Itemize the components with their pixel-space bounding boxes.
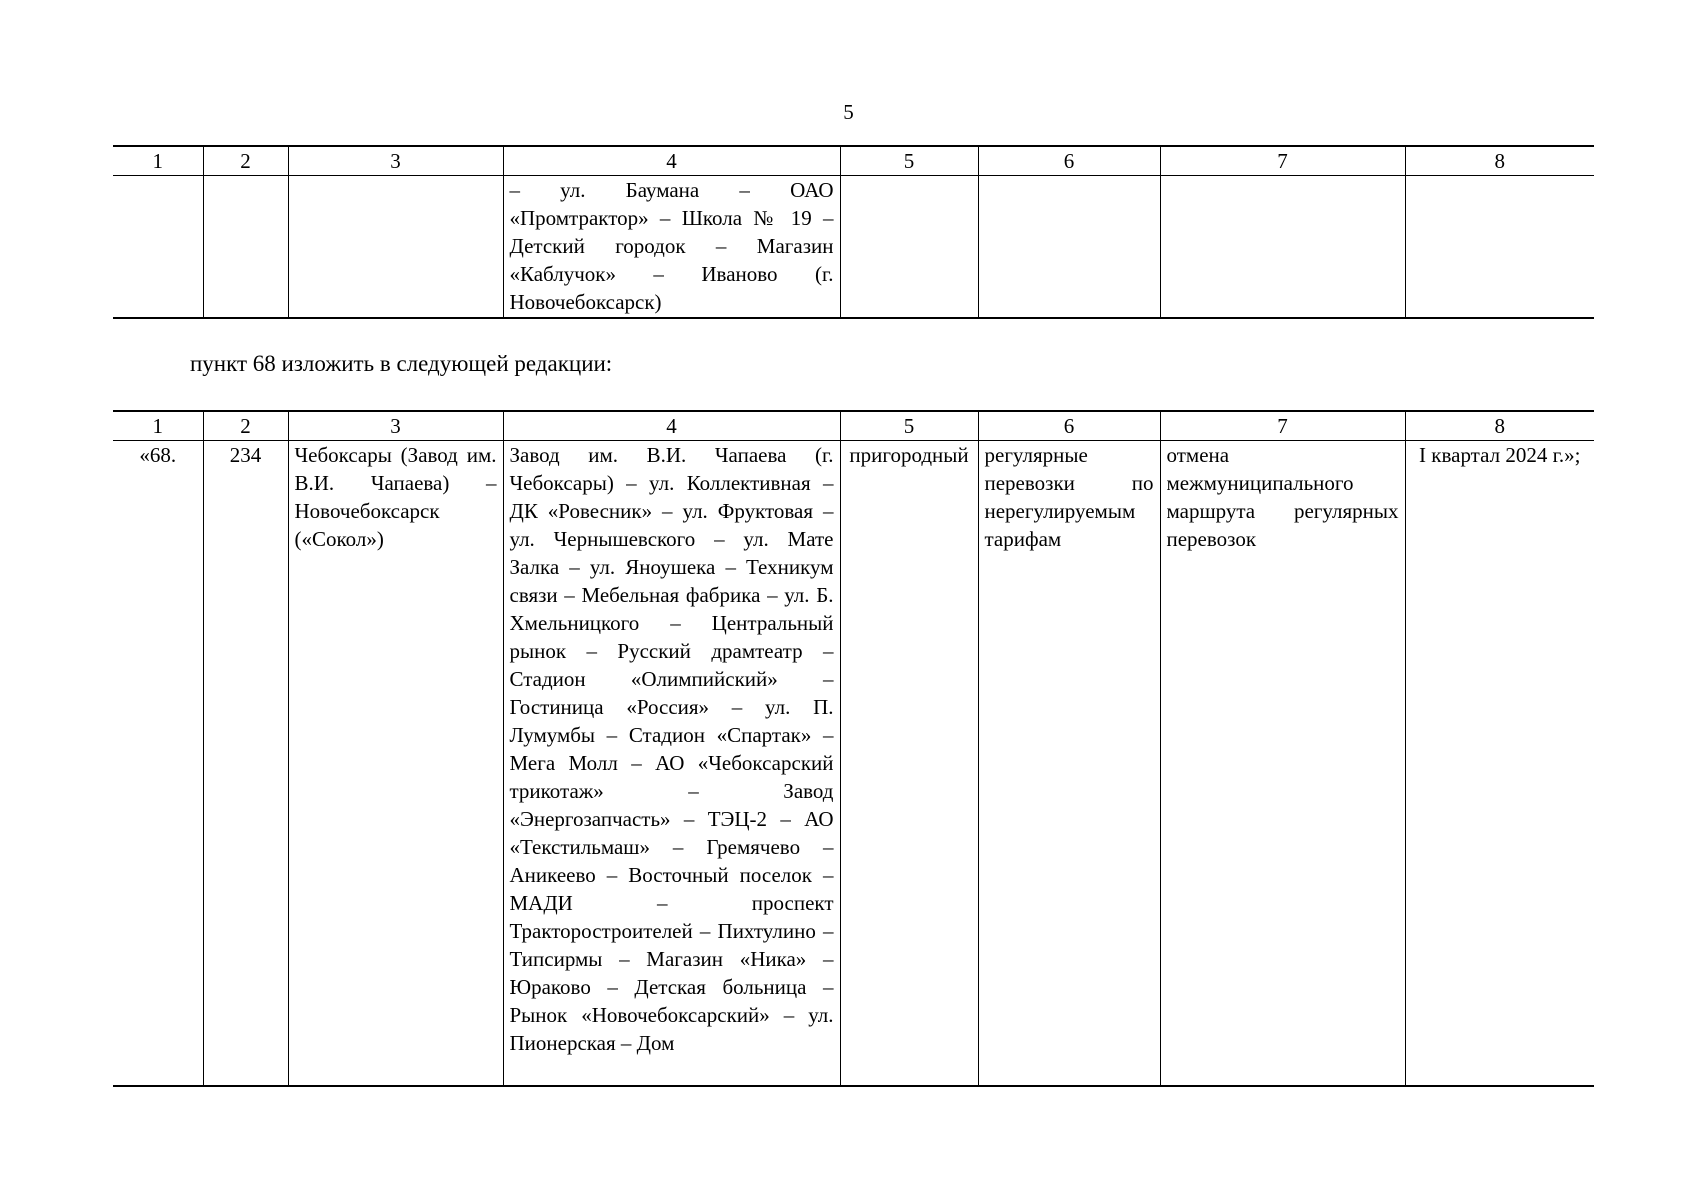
table-row [113, 176, 1594, 319]
column-number: 6 [978, 146, 1160, 176]
cell-route-number: 234 [203, 441, 288, 1087]
column-number: 1 [113, 146, 203, 176]
cell-route-name [288, 176, 503, 319]
cell-route-type [840, 176, 978, 319]
column-number-row [113, 146, 1594, 176]
route-table-continuation [113, 145, 1594, 319]
column-number: 1 [113, 411, 203, 441]
column-number: 6 [978, 411, 1160, 441]
column-number: 5 [840, 411, 978, 441]
column-number: 4 [503, 411, 840, 441]
cell-action [1160, 176, 1405, 319]
cell-deadline: I квартал 2024 г.»; [1405, 441, 1594, 1087]
amendment-intro-text: пункт 68 изложить в следующей редакции: [190, 351, 613, 376]
cell-transport-kind: регулярные перевозки по нерегулируемым тарифам [978, 441, 1160, 1087]
column-number: 7 [1160, 146, 1405, 176]
column-number: 3 [288, 146, 503, 176]
cell-route-name: Чебоксары (Завод им. В.И. Чапаева) – Новочебоксарск («Сокол») [288, 441, 503, 1087]
cell-route-number [203, 176, 288, 319]
column-number: 4 [503, 146, 840, 176]
column-number: 7 [1160, 411, 1405, 441]
cell-route-type: пригородный [840, 441, 978, 1087]
page-number: 5 [843, 100, 854, 124]
cell-route-stops: – ул. Баумана – ОАО «Промтрактор» – Школа № 19 – Детский городок – Магазин «Каблучок» – Иваново (г. Новочебоксарск) [503, 176, 840, 319]
cell-action: отмена межмуниципального маршрута регулярных перевозок [1160, 441, 1405, 1087]
table-row [113, 441, 1594, 1087]
column-number: 5 [840, 146, 978, 176]
route-table-item-68 [113, 410, 1594, 1087]
cell-number: «68. [113, 441, 203, 1087]
column-number: 2 [203, 146, 288, 176]
cell-deadline [1405, 176, 1594, 319]
cell-route-stops: Завод им. В.И. Чапаева (г. Чебоксары) – ул. Коллективная – ДК «Ровесник» – ул. Фруктовая – ул. Чернышевского – ул. Мате Залка – ул. Яноушека – Техникум связи – Мебельная фабрика – ул. Б. Хмельницкого – Центральный рынок – Русский драмтеатр – Стадион «Олимпийский» – Гостиница «Россия» – ул. П. Лумумбы – Стадион «Спартак» – Мега Молл – АО «Чебоксарский трикотаж» – Завод «Энергозапчасть» – ТЭЦ-2 – АО «Текстильмаш» – Гремячево – Аникеево – Восточный поселок – МАДИ – проспект Тракторостроителей – Пихтулино – Типсирмы – Магазин «Ника» – Юраково – Детская больница – Рынок «Новочебоксарский» – ул. Пионерская – Дом [503, 441, 840, 1087]
column-number: 3 [288, 411, 503, 441]
column-number: 2 [203, 411, 288, 441]
column-number-row [113, 411, 1594, 441]
column-number: 8 [1405, 146, 1594, 176]
cell-transport-kind [978, 176, 1160, 319]
column-number: 8 [1405, 411, 1594, 441]
cell-number [113, 176, 203, 319]
